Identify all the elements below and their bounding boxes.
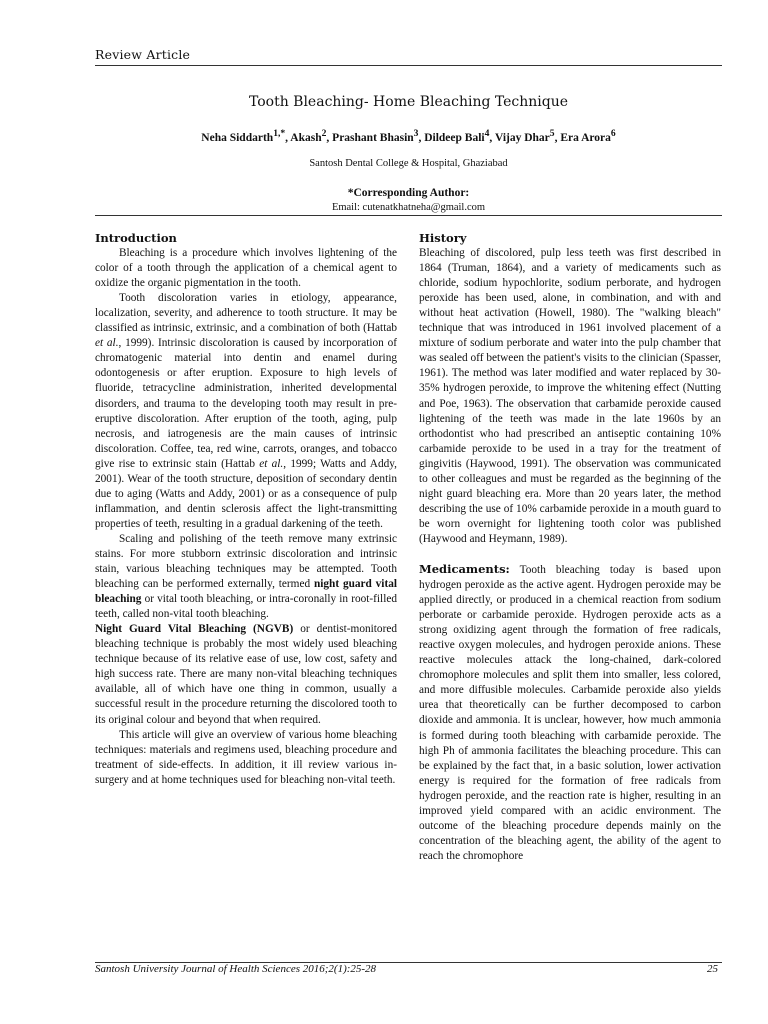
text-run: , 1999; Watts and Addy, 2001). Wear of the tooth structure, deposition of secondary dentin due to aging (Watts and Addy, 2001) or as a consequence of pulp inflammation, and dentin sclerosis affect the light-transmitting properties of teeth, resulting in a gradual darkening of the teeth. [95, 457, 397, 530]
corresponding-author-label: *Corresponding Author: [347, 187, 470, 199]
author-name: Vijay Dhar [494, 131, 550, 144]
history-heading: History [419, 231, 467, 245]
title-block-rule [95, 215, 722, 216]
introduction-heading: Introduction [95, 231, 177, 245]
journal-citation: Santosh University Journal of Health Sciences 2016;2(1):25-28 [95, 963, 377, 975]
intro-paragraph-1: Bleaching is a procedure which involves lightening of the color of a tooth through the application of a chemical agent to oxidize the organic pigmentation in the tooth. [95, 247, 397, 290]
history-paragraph: Bleaching of discolored, pulp less teeth was first described in 1864 (Truman, 1864), and a variety of medicaments such as chloride, sodium hypochlorite, sodium perborate, and hydrogen peroxide has been used, alone, in combination, and with and without heat activation (Howell, 1980). The "walking bleach" technique that was introduced in 1961 involved placement of a mixture of sodium perborate and water into the pulp chamber that was sealed off between the patient's visits to the clinician (Spasser, 1961). The method was later modified and water replaced by 30-35% hydrogen peroxide, to improve the whitening effect (Nutting and Poe, 1963). The observation that carbamide peroxide caused lightening of the teeth was made in the late 1960s by an orthodontist who had prescribed an antiseptic containing 10% carbamide peroxide to be used in a tray for the treatment of gingivitis (Haywood, 1991). The observation was communicated to other colleagues and must be regarded as the beginning of the night guard bleaching era. More than 20 years later, the method describing the use of 10% carbamide peroxide in a mouth guard to be worn overnight for lightening tooth color was published (Haywood and Heymann, 1989). [419, 247, 721, 545]
medicaments-heading: Medicaments: [419, 561, 510, 576]
author-name: Era Arora [560, 131, 611, 144]
author-affiliation-mark: 5 [549, 128, 555, 139]
author-affiliation-mark: 1,* [273, 128, 286, 139]
et-al-italic: et al. [259, 457, 284, 470]
author-affiliation-mark: 6 [610, 128, 616, 139]
author-name: Neha Siddarth [201, 131, 274, 144]
right-column [419, 231, 721, 864]
intro-paragraph-3 [95, 532, 397, 622]
left-column [95, 231, 397, 788]
et-al-italic: et al. [95, 337, 119, 350]
medicaments-paragraph [419, 562, 721, 864]
author-list: Neha Siddarth$^{1,*}$, Akash$^2$, Prashant Bhasin$^3$, Dildeep Bali$^4$, Vijay Dhar$^5$, Era Arora$^6$ [201, 128, 616, 144]
text-run: Scaling and polishing of the teeth remove many extrinsic stains. For more stubborn extrinsic discoloration and intrinsic stain, various bleaching techniques may be attempted. Tooth bleaching can be performed externally, termed [95, 532, 397, 591]
text-run: or vital tooth bleaching, or intra-coronally in root-filled teeth, called non-vital tooth bleaching. [95, 593, 397, 621]
author-name: Prashant Bhasin [332, 131, 414, 144]
author-affiliation-mark: 3 [413, 128, 419, 139]
text-run: Tooth bleaching today is based upon hydrogen peroxide as the active agent. Hydrogen peroxide may be applied directly, or produced in a chemical reaction from sodium perborate or carbamide peroxide. Hydrogen peroxide acts as a strong oxidizing agent through the formation of free radicals, reactive oxygen molecules, and hydrogen peroxide anions. These reactive molecules attack the long-chained, dark-colored chromophore molecules and split them into smaller, less colored, and more diffusible molecules. Carbamide peroxide also yields urea that theoretically can be further decomposed to carbon dioxide and ammonia. It is unclear, however, how much ammonia is formed during tooth bleaching with carbamide peroxide. The high Ph of ammonia facilitates the bleaching procedure. This can be explained by the fact that, in a basic solution, lower activation energy is required for the formation of free radicals from hydrogen peroxide, and the reaction rate is higher, resulting in an improved yield compared with an acidic environment. The outcome of the bleaching procedure depends mainly on the concentration of the bleaching agent, the ability of the agent to reach the chromophore [419, 563, 721, 862]
text-run: Tooth discoloration varies in etiology, appearance, localization, severity, and adherence to tooth structure. It may be classified as intrinsic, extrinsic, and a combination of both (Hattab [95, 292, 397, 335]
header-rule [95, 65, 722, 66]
affiliation: Santosh Dental College & Hospital, Ghaziabad [309, 158, 508, 169]
page-number: 25 [707, 963, 718, 975]
author-affiliation-mark: 4 [484, 128, 490, 139]
article-title: Tooth Bleaching- Home Bleaching Technique [248, 94, 569, 110]
author-name: Dildeep Bali [424, 131, 485, 144]
text-run: or dentist-monitored bleaching technique is probably the most widely used bleaching technique because of its relative ease of use, low cost, safety and high success rate. There are many non-vital bleaching techniques available, all of which have one thing in common, usually a successful result in the procedure returning the discolored tooth to its original colour and beyond that when required. [95, 623, 397, 726]
intro-paragraph-2 [95, 291, 397, 532]
text-run: , 1999). Intrinsic discoloration is caused by incorporation of chromatogenic material into dentin and enamel during odontogenesis or after eruption. Exposure to high levels of fluoride, tetracycline administration, inherited developmental disorders, and trauma to the developing tooth may result in pre-eruptive discoloration. After eruption of the tooth, aging, pulp necrosis, and iatrogenesis are the main causes of intrinsic discoloration. Coffee, tea, red wine, carrots, oranges, and tobacco give rise to extrinsic stain (Hattab [95, 337, 397, 470]
intro-paragraph-4 [95, 622, 397, 727]
bold-term: Night Guard Vital Bleaching (NGVB) [95, 623, 294, 636]
intro-paragraph-5: This article will give an overview of various home bleaching techniques: materials and regimens used, bleaching procedure and treatment of side-effects. In addition, it ill review various in-surgery and at home techniques used for bleaching non-vital teeth. [95, 728, 397, 786]
article-type-label: Review Article [95, 47, 191, 62]
author-affiliation-mark: 2 [321, 128, 327, 139]
bold-term: night guard vital bleaching [95, 578, 397, 606]
author-name: Akash [290, 131, 322, 144]
corresponding-email: Email: cutenatkhatneha@gmail.com [331, 202, 486, 213]
